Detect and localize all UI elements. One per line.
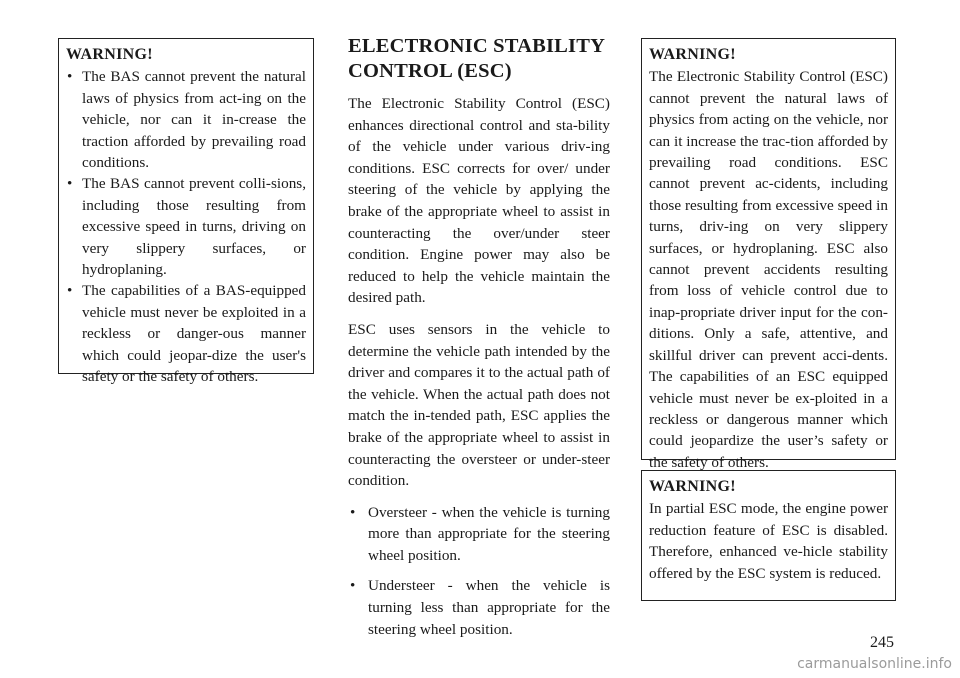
list-item: • Understeer - when the vehicle is turning less than appropriate for the steering wheel position. [348,575,610,640]
bas-warning-box [58,38,314,386]
list-item: • Oversteer - when the vehicle is turning more than appropriate for the steering wheel position. [348,502,610,567]
body-paragraph: ESC uses sensors in the vehicle to determine the vehicle path intended by the driver and compares it to the actual path of the vehicle. When the actual path does not match the in-tended path, ESC applies the brake of the appropriate wheel to assist in counteracting the oversteer or under-steer condition. [348,320,610,490]
steer-definitions-list [348,502,610,641]
page-number: 245 [870,634,894,651]
warning-list [66,66,306,387]
warning-text: The Electronic Stability Control (ESC) cannot prevent the natural laws of physics from acting on the vehicle, nor can it increase the trac-tion afforded by prevailing road conditions. ESC cannot prevent ac-cidents, including those resulting from excessive speed in turns, driv-ing on very slippery surfaces, or hydroplaning. ESC also cannot prevent accidents resulting from loss of vehicle control due to inap-propriate driver input for the con-ditions. Only a safe, attentive, and skillful driver can prevent acci-dents. The capabilities of an ESC equipped vehicle must never be ex-ploited in a reckless or dangerous manner which could jeopardize the user’s safety or the safety of others. [649,68,888,471]
esc-warning-box [641,38,896,471]
partial-esc-warning-box [641,470,896,601]
watermark: carmanualsonline.info [797,656,952,672]
section-title: ELECTRONIC STABILITY CONTROL (ESC) [348,35,605,82]
warning-text: In partial ESC mode, the engine power reduction feature of ESC is disabled. Therefore, enhanced ve-hicle stability offered by the ESC system is reduced. [649,500,888,582]
body-paragraph: The Electronic Stability Control (ESC) enhances directional control and sta-bility of the vehicle under various driv-ing conditions. ESC corrects for over/ under steering of the vehicle by applying the brake of the appropriate wheel to assist in counteracting the over/under steer condition. Engine power may also be reduced to help the vehicle maintain the desired path. [348,95,610,307]
warning-title: WARNING! [649,478,736,495]
warning-title: WARNING! [649,46,736,63]
warning-item: • The BAS cannot prevent the natural laws of physics from act-ing on the vehicle, nor can it in-crease the traction afforded by prevailing road conditions. [66,66,306,173]
warning-title: WARNING! [66,46,153,63]
warning-item: • The capabilities of a BAS-equipped vehicle must never be exploited in a reckless or danger-ous manner which could jeopar-dize the user's safety or the safety of others. [66,280,306,387]
esc-section [348,34,610,649]
warning-item: • The BAS cannot prevent colli-sions, including those resulting from excessive speed in turns, driving on very slippery surfaces, or hydroplaning. [66,173,306,280]
